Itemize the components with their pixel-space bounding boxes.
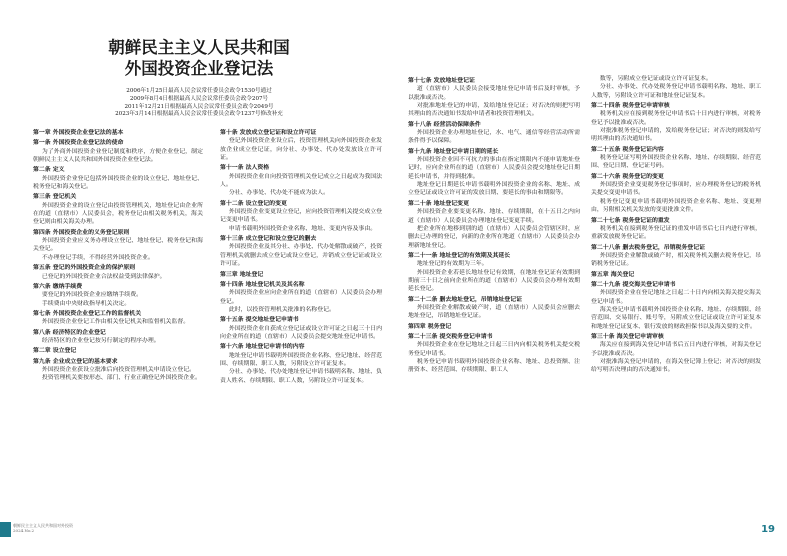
article-heading: 第十七条 发放地址登记证 bbox=[408, 78, 475, 84]
text-column-2 bbox=[220, 127, 382, 385]
article-heading: 第二条 定义 bbox=[33, 167, 65, 174]
article-heading: 第十六条 地址登记申请书的内容 bbox=[220, 344, 305, 351]
article-paragraph: 外国投资企业解散或破产时，相关税务机关删去税务登记，吊销税务登记证。 bbox=[591, 252, 761, 268]
article-paragraph: 外国投资企业的设立登记由投资管理机关，地址登记由企业所在的道（直辖市）人民委员会，税务登记由相关税务机关，海关登记则由相关海关办理。 bbox=[33, 202, 203, 226]
article-paragraph: 外国投资企业应向企业所在的道（直辖市）人民委员会办理登记。 bbox=[220, 290, 382, 305]
article-paragraph: 外国投资企业变更设立登记，应向投资管理机关提交成立登记变更申请书。 bbox=[220, 209, 382, 224]
article-heading: 第二十一条 地址登记的有效期及其延长 bbox=[408, 252, 511, 259]
article-heading: 第十一条 法人资格 bbox=[220, 165, 270, 172]
page-number: 19 bbox=[761, 524, 775, 535]
article-paragraph: 对批准地址登记的申请，发给地址登记证；对否决的则把写明其理由的否决通知书发给申请者和投资管理机关。 bbox=[408, 103, 580, 118]
article-paragraph: 外国投资企业登记工作由相关登记机关和监督机关监督。 bbox=[41, 319, 190, 326]
article-heading: 第二十二条 删去地址登记，吊销地址登记证 bbox=[408, 296, 522, 303]
article-heading: 第十九条 地址登记申请日期的延长 bbox=[408, 148, 499, 155]
article-paragraph: 海关应在接到海关登记申请书后五日内进行审核，对海关登记予以批准或否决。 bbox=[591, 342, 761, 357]
law-title-line-1: 朝鲜民主主义人民共和国 bbox=[108, 38, 290, 57]
article-paragraph: 外国投资企业应义务办理设立登记、地址登记、税务登记和海关登记。 bbox=[33, 238, 203, 253]
amendment-line: 2009年8月4日根据最高人民会议常任委员会政令207号 bbox=[129, 95, 269, 102]
article-heading: 第五条 登记的外国投资企业的保护原则 bbox=[33, 265, 136, 272]
article-paragraph: 外国投资企业若延长地址登记有效期，在地址登记证有效期到期前三十日之前向企业所在的道（直辖市）人民委员会办理有效期延长登记。 bbox=[408, 269, 580, 293]
article-heading: 第二十九条 提交海关登记申请书 bbox=[591, 281, 676, 288]
article-heading: 第二十八条 删去税务登记，吊销税务登记证 bbox=[591, 244, 705, 251]
article-paragraph: 投资管理机关要按形态、部门、行业正确登记外国投资企业。 bbox=[41, 375, 201, 382]
article-paragraph: 分社、办事处、代办处税务登记申请书载明名称、地址、职工人数等，另附设立许可证和地址登记证复本。 bbox=[591, 84, 761, 99]
text-column-3 bbox=[408, 75, 580, 375]
article-paragraph: 外国投资企业登记包括外国投资企业的设立登记、地址登记、税务登记和海关登记。 bbox=[33, 175, 203, 191]
article-heading: 第二十六条 税务登记的变更 bbox=[591, 173, 664, 180]
amendment-line: 2006年1月25日最高人民会议常任委员会政令1530号通过 bbox=[126, 88, 272, 94]
article-paragraph: 申请书载明外国投资企业名称、地址、变更内容及事由。 bbox=[228, 225, 377, 232]
article-paragraph: 外国投资企业在登记地址之日起二十日内向相关海关提交海关登记申请书。 bbox=[591, 290, 761, 305]
article-paragraph: 外国投资企业因不可抗力的事由在指定期限内不能申请地址登记时，应向企业所在的道（直辖市）人民委员会提交地址登记日期延长申请书，并得到批准。 bbox=[408, 157, 580, 180]
article-paragraph: 要登记的外国投资企业应缴纳手续费。 bbox=[41, 292, 142, 299]
footer-journal-name: 朝鲜民主主义人民共和国对外投资 bbox=[13, 523, 73, 528]
article-heading: 第二章 设立登记 bbox=[33, 348, 77, 355]
article-paragraph: 已登记的外国投资企业合法权益受到法律保护。 bbox=[41, 273, 166, 280]
article-heading: 第二十五条 税务登记证内容 bbox=[591, 146, 664, 153]
text-column-4 bbox=[591, 75, 761, 375]
article-paragraph: 地址登记日期延长申请书载明外国投资企业的名称、地址、成立登记证或设立许可证的发放日期、要延长的事由和期限等。 bbox=[408, 182, 580, 197]
article-paragraph: 外国投资企业及其分社、办事处、代办处解散或破产，投资管理机关就删去成立登记或设立登记，并销成立登记证或设立许可证。 bbox=[220, 244, 382, 268]
article-paragraph: 数等，另附成立登记证或设立许可证复本。 bbox=[599, 76, 712, 82]
article-heading: 第三章 地址登记 bbox=[220, 271, 264, 278]
law-title-line-2: 外国投资企业登记法 bbox=[124, 59, 274, 78]
article-paragraph: 为了外商外国投资企业登记制度和秩序，方便企业登记，制定朝鲜民主主义人民共和国外国投资企业登记法。 bbox=[33, 148, 203, 164]
page-edge-marker bbox=[0, 522, 11, 537]
article-paragraph: 外国投资企业变更税务登记事项时，应办理税务登记的税务机关提交变更申请书。 bbox=[591, 182, 761, 197]
article-paragraph: 海关登记申请书载明外国投资企业名称、地址、存续期限、经营范围、交易银行、账号等，另附成立登记证或设立许可证复本和地址登记证复本、银行发放的财政担保书以及海关要的文件。 bbox=[591, 306, 761, 330]
article-paragraph: 外国投资企业解散或破产时，道（直辖市）人民委员会应删去地址登记，吊销地址登记证。 bbox=[408, 304, 580, 320]
article-paragraph: 手续费由中央财政指导机关决定。 bbox=[41, 300, 131, 307]
article-heading: 第五章 海关登记 bbox=[591, 271, 635, 278]
amendment-line: 2023年3月14日根据最高人民会议常任委员会政令1237号修改补充 bbox=[115, 111, 283, 118]
footer-issue: 2024.No.2 bbox=[13, 528, 35, 533]
article-paragraph: 地址登记的有效期为三年。 bbox=[416, 261, 488, 268]
article-heading: 第八条 经济特区的企业登记 bbox=[33, 329, 106, 336]
article-paragraph: 外国投资企业自获成立登记证或设立许可证之日起三十日内向企业所在的道（直辖市）人民委员会提交地址登记申请书。 bbox=[220, 325, 382, 340]
article-heading: 第十八条 经营活动保障条件 bbox=[408, 121, 481, 128]
article-heading: 第一条 外国投资企业登记法的使命 bbox=[33, 140, 124, 147]
article-paragraph: 此时，以投资管理机关批准的名称登记。 bbox=[228, 306, 335, 313]
article-heading: 第三十条 海关登记申请审核 bbox=[591, 333, 664, 340]
article-heading: 第三条 登记机关 bbox=[33, 194, 77, 201]
article-paragraph: 税务机关在接到税务登记证的重发申请书后七日内进行审核，重新发放税务登记证。 bbox=[591, 225, 761, 241]
article-heading: 第七条 外国投资企业登记工作的监督机关 bbox=[33, 310, 142, 317]
article-heading: 第四条 外国投资企业的义务登记原则 bbox=[33, 229, 130, 236]
article-paragraph: 外国投资企业办理地址登记，水、电气、通信等经营活动所需条件得予以保障。 bbox=[408, 130, 580, 145]
article-heading: 第九条 企业成立登记的基本要求 bbox=[33, 358, 118, 365]
text-column-1 bbox=[33, 127, 203, 383]
article-heading: 第十三条 成立登记和设立登记的删去 bbox=[220, 236, 317, 243]
article-paragraph: 不办理登记手续，不得经营外国投资企业。 bbox=[41, 254, 154, 261]
article-paragraph: 外国投资企业获设立批准后向投资管理机关申请设立登记。 bbox=[41, 366, 195, 373]
journal-footer bbox=[13, 523, 103, 533]
article-heading: 第四章 税务登记 bbox=[408, 323, 452, 330]
article-paragraph: 对批准海关登记申请的，在海关登记簿上登记；对否决的则发给写明否决理由的否决通知书。 bbox=[591, 359, 761, 374]
article-paragraph: 道（直辖市）人民委员会接受地址登记申请书后及时审核，予以批准或否决。 bbox=[408, 86, 580, 101]
article-paragraph: 外国投资企业在登记地址之日起三日内向相关税务机关提交税务登记申请书。 bbox=[408, 342, 580, 357]
article-heading: 第二十七条 税务登记证的重发 bbox=[591, 217, 670, 224]
article-heading: 第二十条 地址登记变更 bbox=[408, 200, 469, 207]
article-heading: 第二十三条 提交税务登记申请书 bbox=[408, 333, 493, 340]
article-paragraph: 分社、办事处、代办处地址登记申请书载明名称、地址、负责人姓名、存续期限、职工人数，另附设立许可证复本。 bbox=[220, 369, 382, 384]
article-paragraph: 地址登记申请书载明外国投资企业名称、登记地址、经营范围、存续期限、职工人数，另附设立许可证复本。 bbox=[220, 352, 382, 367]
article-heading: 第六条 缴纳手续费 bbox=[33, 283, 83, 290]
article-heading: 第十条 发放成立登记证和设立许可证 bbox=[220, 130, 317, 136]
amendment-history bbox=[94, 88, 304, 119]
article-heading: 第十五条 提交地址登记申请书 bbox=[220, 317, 299, 324]
article-paragraph: 登记外国投资企业设立后，投资管理机关向外国投资企业发放企业成立登记证，向分社、办事处、代办处发放设立许可证。 bbox=[220, 138, 382, 162]
article-paragraph: 税务登记变更申请书载明外国投资企业名称、地址、变更理由，另附相关机关发放的变更批准文件。 bbox=[591, 198, 761, 214]
article-paragraph: 把企业所在地移到别的道（直辖市）人民委员会管辖区时，应删去已办理的登记，向新的企业所在地道（直辖市）人民委员会办理新地址登记。 bbox=[408, 225, 580, 249]
article-paragraph: 外国投资企业自向投资管理机关登记成立之日起成为我国法人。 bbox=[220, 173, 382, 189]
article-paragraph: 税务登记申请书载明外国投资企业名称、地址、总投资额、注册资本、经营范围、存续期限、职工人 bbox=[408, 359, 580, 374]
article-heading: 第一章 外国投资企业登记法的基本 bbox=[33, 130, 124, 136]
article-heading: 第十四条 地址登记机关及其名称 bbox=[220, 281, 305, 288]
article-paragraph: 税务机关应在接到税务登记申请书后十日内进行审核，对税务登记予以批准或否决。 bbox=[591, 111, 761, 126]
amendment-line: 2011年12月21日根据最高人民会议常任委员会政令2049号 bbox=[124, 103, 274, 110]
article-paragraph: 外国投资企业要变更名称、地址、存续期限，在十五日之内向道（直辖市）人民委员会办理地址登记变更手续。 bbox=[408, 209, 580, 224]
article-heading: 第二十四条 税务登记申请审核 bbox=[591, 103, 670, 110]
article-paragraph: 税务登记证写明外国投资企业名称、地址、存续期限、经营范围、登记日期、登记证号码。 bbox=[591, 155, 761, 170]
article-heading: 第十二条 设立登记的变更 bbox=[220, 200, 287, 207]
article-paragraph: 对批准税务登记申请的，发给税务登记证；对否决的则发给写明其理由的否决通知书。 bbox=[591, 128, 761, 143]
article-paragraph: 经济特区的企业登记按另行制定的程序办理。 bbox=[41, 337, 160, 344]
article-paragraph: 分社、办事处、代办处不能成为法人。 bbox=[228, 190, 329, 197]
